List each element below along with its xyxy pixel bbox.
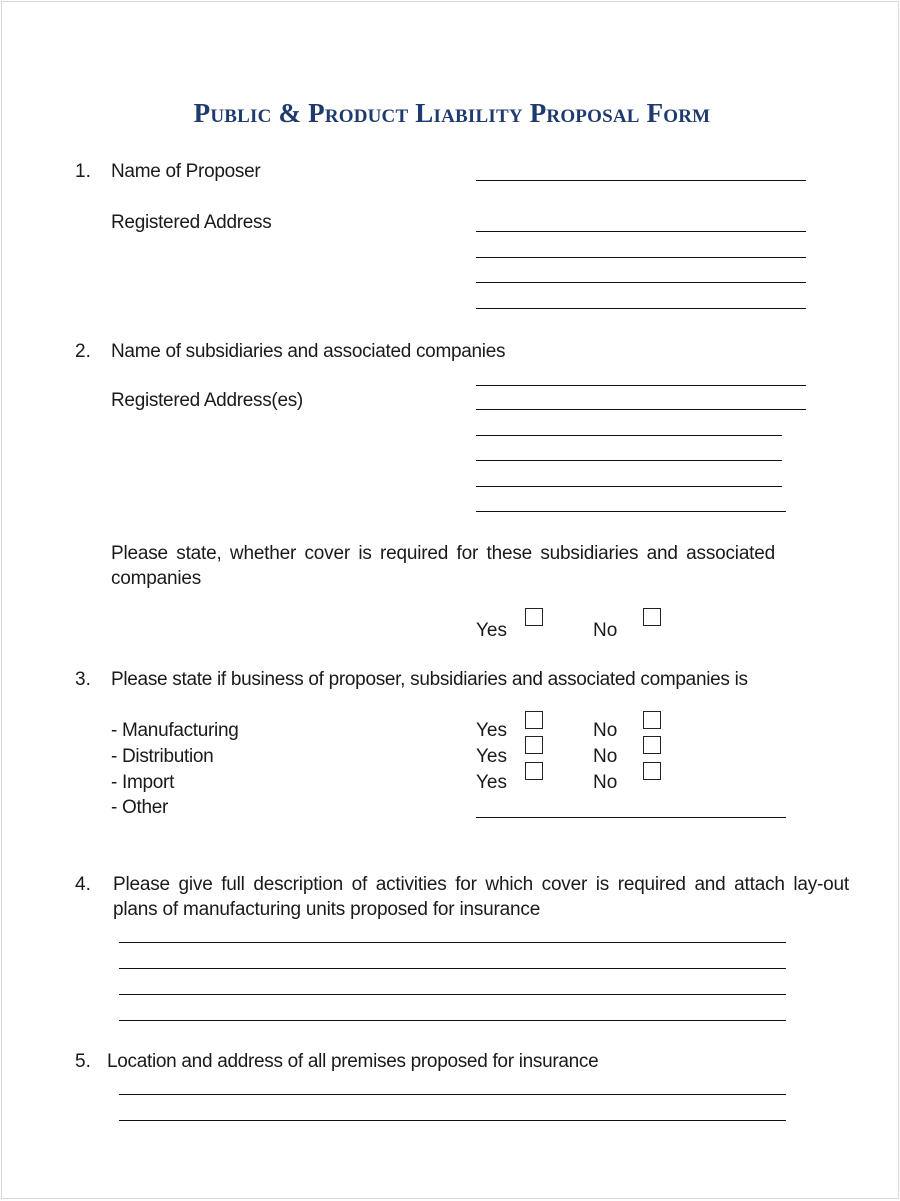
section-4-number: 4. <box>75 874 91 895</box>
import-yes-checkbox[interactable] <box>525 762 543 780</box>
subsidiaries-address-label: Registered Address(es) <box>111 390 303 411</box>
form-title: Public & Product Liability Proposal Form <box>193 98 711 128</box>
cover-no-checkbox[interactable] <box>643 608 661 626</box>
subsidiaries-name-field[interactable] <box>476 385 806 386</box>
activities-description-question: Please give full description of activities for which cover is required and attach lay-out plans of manufacturing units proposed for insurance <box>113 874 849 920</box>
section-2-number: 2. <box>75 341 91 362</box>
activities-field-1[interactable] <box>119 942 786 943</box>
subsidiaries-address-field-1[interactable] <box>476 409 806 410</box>
registered-address-field-4[interactable] <box>476 308 806 309</box>
form-page <box>1 1 899 1199</box>
cover-yes-checkbox[interactable] <box>525 608 543 626</box>
activities-field-3[interactable] <box>119 994 786 995</box>
section-3-number: 3. <box>75 669 91 690</box>
cover-yes-label: Yes <box>476 620 507 641</box>
distribution-yes-label: Yes <box>476 746 507 767</box>
business-type-question: Please state if business of proposer, subsidiaries and associated companies is <box>111 669 748 690</box>
distribution-no-label: No <box>593 746 618 767</box>
manufacturing-yes-checkbox[interactable] <box>525 711 543 729</box>
manufacturing-label: - Manufacturing <box>111 720 239 741</box>
registered-address-field-1[interactable] <box>476 231 806 232</box>
registered-address-field-3[interactable] <box>476 282 806 283</box>
premises-question: Location and address of all premises proposed for insurance <box>107 1051 599 1072</box>
section-5-number: 5. <box>75 1051 91 1072</box>
subsidiaries-address-field-4[interactable] <box>476 486 782 487</box>
other-label: - Other <box>111 797 169 818</box>
subsidiaries-name-label: Name of subsidiaries and associated companies <box>111 341 506 362</box>
import-label: - Import <box>111 772 175 793</box>
proposer-name-field[interactable] <box>476 180 806 181</box>
cover-no-label: No <box>593 620 618 641</box>
manufacturing-yes-label: Yes <box>476 720 507 741</box>
import-yes-label: Yes <box>476 772 507 793</box>
distribution-yes-checkbox[interactable] <box>525 736 543 754</box>
import-no-label: No <box>593 772 618 793</box>
distribution-label: - Distribution <box>111 746 214 767</box>
subsidiaries-address-field-3[interactable] <box>476 460 782 461</box>
cover-question: Please state, whether cover is required for these subsidiaries and associated companies <box>111 543 775 589</box>
distribution-no-checkbox[interactable] <box>643 736 661 754</box>
subsidiaries-address-field-2[interactable] <box>476 435 782 436</box>
registered-address-field-2[interactable] <box>476 257 806 258</box>
manufacturing-no-checkbox[interactable] <box>643 711 661 729</box>
import-no-checkbox[interactable] <box>643 762 661 780</box>
subsidiaries-address-field-5[interactable] <box>476 511 786 512</box>
registered-address-label: Registered Address <box>111 212 272 233</box>
manufacturing-no-label: No <box>593 720 618 741</box>
other-business-field[interactable] <box>476 817 786 818</box>
premises-field-1[interactable] <box>119 1094 786 1095</box>
activities-field-4[interactable] <box>119 1020 786 1021</box>
activities-field-2[interactable] <box>119 968 786 969</box>
premises-field-2[interactable] <box>119 1120 786 1121</box>
section-1-number: 1. <box>75 161 91 182</box>
proposer-name-label: Name of Proposer <box>111 161 261 182</box>
